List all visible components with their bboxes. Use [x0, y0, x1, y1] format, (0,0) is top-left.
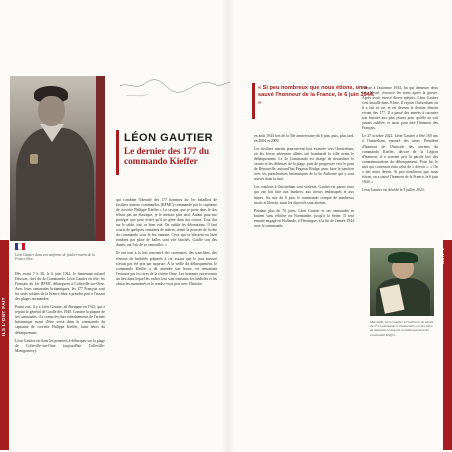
normandy-coast-map-sketch	[118, 72, 233, 112]
paragraph: Ils ont tout à la fois rencontré des casemates, des tranchées, des réseaux de barbelés préparés à cet assaut que le jour mesuré n'avait pas été pris par surprise. À la veille du débarquement, le commando Kieffer a dû attendre son heure, en remontant l'estuaire par les rives de la rivière Orne. Les hommes ont reconnu un lieu dans lequel les ordres leur sont transmis, les barbelés et les obstacles surmontés et le rendez-vous pris avec l'histoire.	[116, 251, 217, 286]
flag-stripe-red	[22, 243, 25, 250]
side-tab-right	[440, 240, 452, 450]
pull-quote: « Si peu nombreux que nous étions, on a sauvé l'honneur de la France, le 6 juin 1944. »	[258, 85, 375, 106]
paragraph: Les combats à Ouistreham sont violents. Gautier est parmi ceux qui ont fait face aux bunkers, aux tireurs embusqués et aux mines. Au soir du 6 juin, le commando compte de nombreux morts et blessés, mais les objectifs sont atteints.	[254, 185, 354, 205]
text-column-4	[362, 86, 438, 244]
paragraph: Parmi eux, il y a Léon Gautier, né Bretagne en 1922, qui a rejoint le général de Gaulle dès 1940. Comme la plupart de ses camarades, il a connu les durs entraînements de l'armée britannique avant d'être versé dans le commando du capitaine de corvette Philippe Kieffer, futur héros du débarquement.	[15, 305, 105, 335]
title-accent-bar	[116, 130, 119, 175]
text-column-3	[254, 134, 354, 442]
side-tab-right-label: 6 JUIN	[440, 248, 445, 265]
page-gutter	[222, 0, 234, 452]
paragraph: Les fusiliers marins poursuivent leur avancée vers Ouistreham, où les forces aériennes alliées ont bombardé la ville avant le débarquement. Le 4e Commando est chargé de neutraliser le casino et les défenses de la plage, puis de progresser vers le pont de Bénouville, aujourd'hui Pegasus Bridge, pour faire la jonction avec les parachutistes britanniques de la 6e Airborne qui y sont arrivés dans la nuit.	[254, 147, 354, 182]
paragraph: Blessé à l'automne 1944, lui qui demeure deux fois blessé, retrouve les siens après la guerre. Après avoir exercé divers métiers, Léon Gautier s'est installé dans l'Orne. Il rejoint Ouistreham où il a fait sa vie, et est devenu le dernier témoin vivant des 177. Il a passé des années à raconter son histoire aux plus jeunes pour qu'elle ne soit jamais oubliée, et aussi pour dire l'honneur des Français.	[362, 86, 438, 131]
paragraph: qui combine l'identité des 177 hommes du 1er bataillon de fusiliers marins commandos (BFMC) commandé par le capitaine de corvette Philippe Kieffer « La casque, que je porte dans le dos n'était pas un élastique; je le mettais plus tard. Autant pour me protéger que pour éviter qu'il ne gêne dans ma course. Tout dur sur le sable, tout ce bien vite. On oublie les détonations. Il faut courir de quelques centaines de mètres, tenter la poussée de la tête du commando sous le feu ennemi. Ceux qui se blessent ou bien tombent par pluie de balles sont vite fauchés. Gaulle sort des dunes, ont l'air de se camoufler. »	[116, 198, 217, 248]
quote-accent-bar	[252, 83, 255, 119]
article-subtitle: Le dernier des 177 du commando Kieffer	[124, 146, 210, 166]
paragraph: en août 1944 lors de la 50e anniversaire du 6 juin, puis, plus tard, en 2004 et 2009.	[254, 134, 354, 144]
article-title: LÉON GAUTIER	[124, 132, 214, 144]
photo-caption-right: Mai 2009. Léon Gautier à l'intérieur du musée du n°4 Commando à Ouistreham, un des lieux de mémoire consacrés au débarquement du commando Kieffer.	[370, 320, 434, 337]
paragraph: Dès avant 7 h 30, le 6 juin 1944, le lieutenant-colonel Dawson, chef du 4e Commando, Léon Gautier en tête, les Français du 1er BFMC débarquent à Colleville-sur-Orne. Avec leurs camarades britanniques, les 177 Français sont les seuls soldats de la France libre à prendre part à l'assaut des plages normandes.	[15, 272, 105, 302]
french-flag-icon	[15, 243, 25, 250]
paragraph: Léon Gautier est dans les premiers à débarquer sur la plage de Colleville-sur-Orne (aujourd'hui Colleville-Montgomery).	[15, 338, 105, 353]
side-tab-left	[0, 240, 9, 450]
side-tab-left-label: ILS L'ONT FAIT	[1, 297, 6, 336]
paragraph: Le 27 octobre 2022, Léon Gautier a fêté 100 ans à Ouistreham, entouré des siens. Président d'honneur de l'Amicale des anciens du commando Kieffer, décoré de la Légion d'honneur, il a souvent pris la parole lors des commémorations du débarquement. Pour lui, le mot qui convenait était celui de « devoir ». « On a fait notre devoir. Si peu nombreux que nous étions, on a sauvé l'honneur de la France, le 6 juin 1944. »	[362, 134, 438, 184]
text-column-2	[116, 198, 217, 442]
paragraph: Pendant plus de 70 jours, Léon Gautier et ses camarades se battent sans relâche en Normandie, jusqu'à la Seine. Il sera ensuite engagé en Hollande, à Flessingue, à la fin de l'année 1944 avec le commando.	[254, 208, 354, 228]
photo-older-gautier-with-beret	[370, 248, 434, 316]
portrait-photo-young-gautier	[10, 76, 105, 241]
paragraph: Léon Gautier est décédé le 3 juillet 2023.	[362, 187, 425, 192]
page-number-right: 23	[445, 235, 451, 240]
page-number-left: 22	[1, 235, 7, 240]
text-column-1	[15, 272, 105, 442]
photo-caption-left: Léon Gautier dans son uniforme de fusilier-marin de la France libre.	[15, 253, 95, 262]
